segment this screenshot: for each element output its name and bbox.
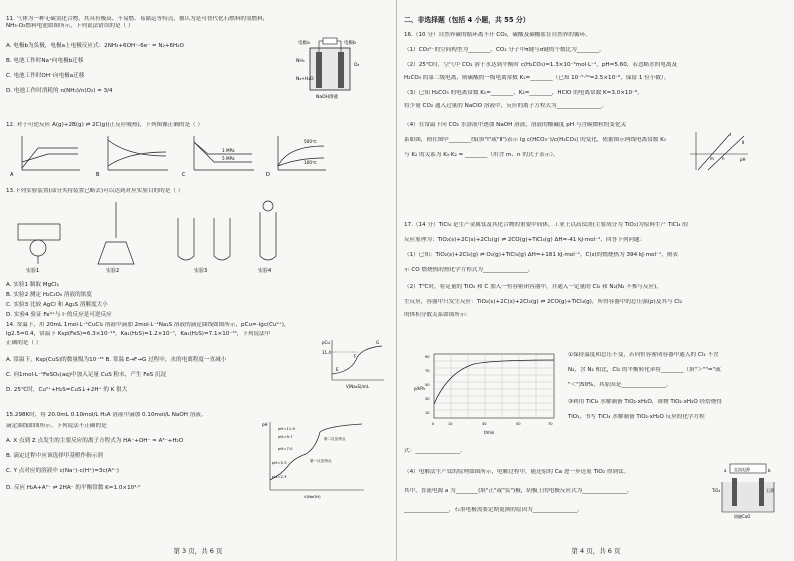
- q12-graph-b: [96, 136, 168, 178]
- q15-stem2: 滴定曲线如图所示。下列说法不正确的是: [6, 423, 107, 429]
- q12-a-label: A: [10, 172, 14, 178]
- q17-line-12: TiO₂，书写 TiCl₄ 水解制备 TiO₂·xH₂O 反应的化学方程: [568, 414, 705, 420]
- y-tick-10: 10: [425, 411, 430, 415]
- molten-cao-label: 熔融CaO: [734, 514, 751, 519]
- tio2-label: TiO₂: [712, 488, 721, 493]
- page-4: [398, 0, 794, 561]
- q17-line-9: N₂，含 N₂ 相比，Cl₂ 的平衡转化率将________（填"＞""="或: [568, 367, 721, 373]
- ph-11-9: pH=11.9: [278, 426, 295, 431]
- q16-line-1: 16.（10 分）自然界碳的循环离不开 CO₂，碳酸及碳酸盐在自然界的循环。: [404, 32, 591, 38]
- y-tick-70: 70: [425, 369, 430, 373]
- terminal-a-label: a: [724, 468, 727, 473]
- q17-line-1: 17.（14 分）TiCl₄ 是生产金属钛及其化合物的重要中间体，工业上以高钛渣(主要成分为 TiO₂)为原料生产 TiCl₄ 的: [404, 222, 688, 228]
- electrode-b-label: 电极b: [344, 41, 356, 46]
- electrolysis-cell-diagram: [712, 462, 784, 520]
- vna2s-axis-label: V(Na₂S)/mL: [346, 384, 369, 389]
- q11-option-c: C. 电池工作时OH⁻向电极a迁移: [6, 73, 85, 79]
- q11-stem: 11. 气体为一种无碳氢化合物，其具有极高、不易燃、易储运等特点，被认为是可替代化石燃料的氢燃料，: [6, 16, 269, 22]
- ph-5-3: pH=5.3: [272, 460, 287, 465]
- section-title: 二、非选择题（包括 4 小题，共 55 分）: [404, 16, 530, 24]
- nh3-label: NH₃: [296, 59, 305, 64]
- ph-axis-label-q16: pH: [740, 157, 746, 162]
- n-label: n: [722, 156, 725, 161]
- q16-line-6: 将少量 CO₂ 通入过量的 NaClO 溶液中，反应的离子方程式为________________。: [404, 103, 607, 109]
- vnaoh-axis-label: V(NaOH): [304, 494, 321, 499]
- q15-option-d: D. 反应 H₂A+A²⁻ ⇌ 2HA⁻ 的平衡常数 K=1.0×10⁴·⁵: [6, 485, 141, 491]
- dc-source-label: 直流电源: [734, 467, 750, 472]
- q17-line-11: ③利用 TiCl₄ 水解制备 TiO₂·xH₂O，该物 TiO₂·xH₂O 经焙烧得: [568, 399, 722, 405]
- q16-ph-graph: [686, 130, 750, 180]
- q12-c-legend-2: 5 MPa: [222, 156, 235, 161]
- q17-part2-answers: [568, 352, 788, 421]
- pcu-tick: 11.4: [322, 350, 331, 355]
- first-endpoint-label: 第一反应终点: [310, 459, 332, 463]
- q12-b-label: B: [96, 172, 100, 178]
- q14-stem3: 正确的是（ ）: [6, 340, 42, 346]
- q17-line-2: 反应原理为：TiO₂(s)+2C(s)+2Cl₂(g) ⇌ 2CO(g)+TiCl₄(g) ΔH=-41 kJ·mol⁻¹，回答下列问题：: [404, 237, 646, 243]
- q12-graph-c: [182, 136, 254, 178]
- pcu-axis-label: pCu: [322, 340, 330, 345]
- t-axis-label: t/min: [484, 430, 495, 435]
- m-label: m: [710, 156, 714, 161]
- q16-line-8: 系如图，则在图中________线(填"Ⅰ"或"Ⅱ")表示 lg c(HCO₃⁻)/c(H₂CO₃) 的变化，依据图示两线电离常数 K₁: [404, 137, 667, 143]
- q17-line-4: 示 CO 燃烧热的热化学方程式为________________。: [404, 267, 534, 273]
- q15-option-a: A. X 点到 Z 点发生的主要反应的离子方程式为 HA⁻+OH⁻ = A²⁻+H₂O: [6, 438, 184, 444]
- q14-stem: 14. 常温下，用 20mL 1mol·L⁻¹CuCl₂ 溶液中滴加 2mol·L⁻¹Na₂S 溶液的滴定曲线如图所示，pCu=-lgc(Cu²⁺)，: [6, 322, 290, 328]
- line-ii-label: Ⅱ: [742, 141, 745, 146]
- q16-line-5: （3）已知 H₂CO₃ 的电离常数 K₁=________，K₂=________，HClO 的电离常数 K=3.0×10⁻⁸。: [404, 90, 643, 96]
- x-tick-10: 10: [448, 422, 453, 426]
- naoh-label: NaOH溶液: [316, 95, 339, 100]
- q17-line-5: （2）T℃时，将足量的 TiO₂ 和 C 加入一恒容密闭容器中，并通入一定量的 Cl₂ 和 N₂(N₂ 不参与反应)，: [404, 284, 662, 290]
- point-f: F: [354, 354, 357, 359]
- q12-c-label: C: [182, 172, 186, 178]
- q16-line-3: （2）25℃时，空气中 CO₂ 溶于水达到平衡时 c(H₂CO₃)=1.3×10⁻⁵mol·L⁻¹，pH=5.60，若忽略水的电离及: [404, 62, 678, 68]
- q14-stem2: lg2.5=0.4，常温下 Ksp(FeS)=6.3×10⁻¹⁸，Ka₁(H₂S)=1.2×10⁻⁷，Ka₂(H₂S)=7.1×10⁻¹⁵，下列说法中: [6, 331, 271, 337]
- q16-line-9: 与 K₂ 的关系为 K₁·K₂ = ________（用含 m、n 的式子表示）。: [404, 152, 559, 158]
- q17-line-14: （4）电解法生产钛的原理如图所示，电解过程中，能还原的 Ca 进一步还原 TiO₂ 得到钛。: [404, 469, 630, 475]
- q17-line-13: 式：________________。: [404, 448, 466, 454]
- q17-line-6: 生反应，容器中只发生反应：TiO₂(s)+2C(s)+2Cl₂(g) ⇌ 2CO(g)+TiCl₄(g)，所得容器中的总压强(p)及其与 Cl₂: [404, 299, 682, 305]
- q13-stem: 13.下列实验装置(部分夹持装置已略去)可以达到对应实验目的的是（ ）: [6, 188, 184, 194]
- exp3-label: 实验3: [194, 268, 208, 274]
- q17-pressure-graph: [414, 350, 564, 436]
- q15-option-b: B. 滴定过程中应该选择甲基橙作指示剂: [6, 453, 103, 459]
- q16-line-4: H₂CO₃ 的第二级电离，则碳酸的一级电离常数 K₁=________（已知 10⁻⁵·⁶⁰=2.5×10⁻⁶，保留 1 位小数）。: [404, 75, 670, 81]
- q16-line-7: （4）在常温下向 CO₂ 水溶液中逐加 NaOH 溶液，溶液的酸碱度 pH 与含碳微粒的变化关: [404, 122, 627, 128]
- q17-line-16: ________________，石墨电极需要定期更换的原因为________________。: [404, 507, 584, 513]
- q11-option-b: B. 电池工作时Na⁺向电极b迁移: [6, 58, 84, 64]
- line-i-label: Ⅰ: [730, 133, 732, 138]
- ph-2-3: pH=2.3: [272, 474, 287, 479]
- q12-stem: 12. 对于可逆反应 A(g)+2B(g) ⇌ 2C(g)(正反应吸热)，下列图像正确的是（ ）: [6, 122, 204, 128]
- exp4-label: 实验4: [258, 268, 272, 274]
- y-tick-30: 30: [425, 397, 430, 401]
- x-tick-0: 0: [432, 422, 435, 426]
- q12-c-legend-1: 1 MPa: [222, 148, 235, 153]
- q17-line-10: "＜")50%，其原因是________________。: [568, 382, 672, 388]
- q12-graph-d: [266, 136, 326, 178]
- page-3-footer: 第 3 页，共 6 页: [173, 547, 223, 555]
- q14-option-c: C. 向1mol·L⁻¹FeSO₄(aq)中加入足量 CuS 粉末，产生 FeS 沉淀: [6, 372, 167, 378]
- q13-option-c: C. 实验3 比较 AgCl 和 Ag₂S 溶解度大小: [6, 302, 108, 308]
- q13-option-a: A. 实验1 制取 MgCl₂: [6, 282, 59, 288]
- y-tick-90: 90: [425, 355, 430, 359]
- q17-line-15: 其中，直流电源 a 为________(填"正"或"负")极，阴极上的电极反应式为________________，: [404, 488, 633, 494]
- fuel-cell-diagram: [296, 36, 366, 100]
- q14-option-d: D. 25℃时，Cu²⁺+H₂S=CuS↓+2H⁺ 的 K 很大: [6, 387, 128, 393]
- ph-7-0: pH=7.0: [278, 446, 293, 451]
- p-axis-label: p/kPa: [414, 386, 425, 391]
- q11-option-d: D. 电池工作时消耗的 n(NH₃)/n(O₂) = 3/4: [6, 88, 113, 94]
- q11-stem2: NH₃-O₂燃料电池如图所示，下列说法错误的是（ ）: [6, 23, 134, 29]
- y-tick-50: 50: [425, 383, 430, 387]
- q12-d-label: D: [266, 172, 270, 178]
- graphite-label: 石墨: [766, 488, 774, 493]
- q12-d-legend-1: 500℃: [304, 139, 317, 144]
- q17-line-3: （1）已知：TiO₂(s)+2Cl₂(g) ⇌ O₂(g)+TiCl₄(g) ΔH=+181 kJ·mol⁻¹，C(s)的燃烧热为 394 kJ·mol⁻¹，则表: [404, 252, 678, 258]
- question-17: [404, 222, 788, 319]
- q15-titration-graph: [248, 418, 366, 500]
- exp2-label: 实验2: [106, 268, 120, 274]
- x-tick-50: 50: [516, 422, 521, 426]
- q14-option-a: A. 常温下，Ksp(CuS)的数量级为10⁻³⁵ B. 常温 E→F→G 过程中，水的电离程度一直减小: [6, 357, 227, 363]
- page-4-footer: 第 4 页，共 6 页: [571, 547, 621, 555]
- exp1-label: 实验1: [26, 268, 40, 274]
- o2-label: O₂: [354, 63, 360, 68]
- x-tick-70: 70: [548, 422, 553, 426]
- question-12: [6, 122, 390, 129]
- second-endpoint-label: 第二反应终点: [324, 437, 346, 441]
- q13-option-b: B. 实验2 测定 H₂C₂O₄ 溶液的浓度: [6, 292, 92, 298]
- q17-line-8: ①保持温度和总压不变，若向恒容密闭容器中通入的 Cl₂ 不含: [568, 352, 719, 358]
- q13-option-d: D. 实验4 验证 Fe³⁺与 I⁻的反应是可逆反应: [6, 312, 112, 318]
- terminal-b-label: b: [768, 468, 771, 473]
- q13-apparatus: [8, 198, 308, 276]
- point-g: G: [376, 340, 380, 345]
- q12-graphs: [8, 132, 328, 180]
- q16-line-2: （1）CO₃²⁻的空间构型为________，CO₂ 分子中π键与σ键的个数比为________。: [404, 47, 605, 53]
- q14-titration-graph: [322, 338, 388, 390]
- electrode-a-label: 电极a: [298, 41, 310, 46]
- q15-stem: 15.298K时，将 20.0mL 0.10mol/L H₂A 溶液中滴加 0.10mol/L NaOH 溶液。: [6, 412, 207, 418]
- q13-options: [6, 282, 390, 319]
- question-13: [6, 188, 390, 195]
- point-e: E: [336, 367, 339, 372]
- q12-graph-a: [10, 136, 80, 178]
- q15-option-c: C. Y 点对应的溶液中 c(Na⁺)-c(H⁺)=3c(A²⁻): [6, 468, 119, 474]
- section-header: [404, 14, 788, 24]
- q12-d-legend-2: 100℃: [304, 160, 317, 165]
- x-tick-30: 30: [482, 422, 487, 426]
- q11-option-a: A. 电极b为负极，电极a上电极反应式：2NH₃+6OH⁻-6e⁻ = N₂+6H₂O: [6, 43, 184, 49]
- n2-label: N₂+H₂O: [296, 77, 314, 82]
- ph-axis-label: pH: [262, 422, 268, 427]
- ph-9-7: pH=9.7: [278, 434, 293, 439]
- q17-line-7: 的体积分数关系如图所示：: [404, 312, 472, 318]
